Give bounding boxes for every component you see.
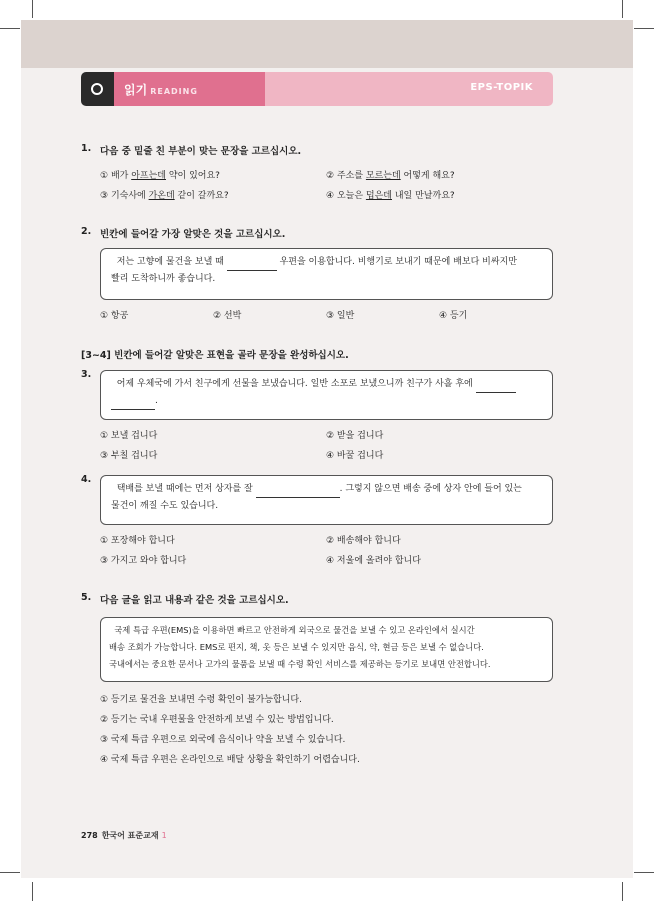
option: ④ 저울에 올려야 합니다 — [326, 556, 421, 566]
option: ② 주소를 모르는데 어떻게 해요? — [326, 171, 455, 181]
section-header — [81, 72, 553, 106]
crop-mark — [32, 882, 33, 901]
crop-mark — [0, 28, 20, 29]
passage-box: 어제 우체국에 가서 친구에게 선물을 보냈습니다. 일반 소포로 보냈으니까 친구가 사흘 후에 . — [100, 370, 553, 420]
page-footer — [81, 830, 167, 841]
option: ① 배가 아프는데 약이 있어요? — [100, 171, 220, 181]
header-brand-block — [265, 72, 553, 106]
question-text: 빈칸에 들어갈 가장 알맞은 것을 고르십시오. — [100, 229, 286, 240]
option: ② 선박 — [213, 311, 242, 321]
option: ③ 가지고 와야 합니다 — [100, 556, 187, 566]
crop-mark — [32, 0, 33, 18]
header-title — [124, 81, 198, 98]
question-number: 1. — [81, 143, 92, 154]
crop-mark — [0, 872, 20, 873]
passage-box: 저는 고향에 물건을 보낼 때 우편을 이용합니다. 비행기로 보내기 때문에 배보다 비싸지만 빨리 도착하니까 좋습니다. — [100, 248, 553, 300]
option: ① 포장해야 합니다 — [100, 536, 175, 546]
book-volume: 1 — [161, 831, 167, 840]
option: ① 항공 — [100, 311, 129, 321]
question-text: 다음 중 밑줄 친 부분이 맞는 문장을 고르십시오. — [100, 146, 302, 157]
option: ② 받을 겁니다 — [326, 431, 384, 441]
option: ① 보낼 겁니다 — [100, 431, 158, 441]
option: ④ 오늘은 덥은데 내일 만날까요? — [326, 191, 455, 201]
crop-mark — [634, 28, 654, 29]
question-number: 5. — [81, 592, 92, 603]
option: ③ 일반 — [326, 311, 355, 321]
crop-mark — [622, 882, 623, 901]
passage-box: 국제 특급 우편(EMS)을 이용하면 빠르고 안전하게 외국으로 물건을 보낼 수 있고 온라인에서 실시간 배송 조회가 가능합니다. EMS로 편지, 책, 옷 등은 보낼 수 있지만 음식, 약, 현금 등은 보낼 수 없습니다. 국내에서는 중요한 문서나 고가의 물품을 보낼 때 수령 확인 서비스를 제공하는 등기로 보내면 안전합니다. — [100, 617, 553, 682]
crop-mark — [634, 872, 654, 873]
option: ② 배송해야 합니다 — [326, 536, 401, 546]
passage-box: 택배를 보낼 때에는 먼저 상자를 잘 . 그렇지 않으면 배송 중에 상자 안에 들어 있는 물건이 깨질 수도 있습니다. — [100, 475, 553, 525]
top-band — [21, 20, 633, 68]
option: ① 등기로 물건을 보내면 수령 확인이 불가능합니다. — [100, 695, 302, 705]
option: ④ 등기 — [439, 311, 468, 321]
book-title: 한국어 표준교재 — [101, 831, 159, 840]
option: ③ 기숙사에 가온데 같이 갈까요? — [100, 191, 229, 201]
header-title-ko: 읽기 — [124, 83, 148, 97]
instruction-text: [3~4] 빈칸에 들어갈 알맞은 표현을 골라 문장을 완성하십시오. — [81, 350, 349, 361]
brand-logo: EPS-TOPIK — [470, 82, 533, 93]
header-subtitle: READING — [150, 87, 198, 96]
header-title-block — [114, 72, 265, 106]
option: ③ 부칠 겁니다 — [100, 451, 158, 461]
option: ④ 바꿀 겁니다 — [326, 451, 384, 461]
option: ④ 국제 특급 우편은 온라인으로 배달 상황을 확인하기 어렵습니다. — [100, 755, 360, 765]
crop-mark — [622, 0, 623, 18]
reading-icon — [81, 72, 114, 106]
option: ② 등기는 국내 우편물을 안전하게 보낼 수 있는 방법입니다. — [100, 715, 334, 725]
question-text: 다음 글을 읽고 내용과 같은 것을 고르십시오. — [100, 595, 289, 606]
question-number: 3. — [81, 369, 92, 380]
question-number: 2. — [81, 226, 92, 237]
option: ③ 국제 특급 우편으로 외국에 음식이나 약을 보낼 수 있습니다. — [100, 735, 346, 745]
question-number: 4. — [81, 474, 92, 485]
page-number: 278 — [81, 831, 98, 840]
